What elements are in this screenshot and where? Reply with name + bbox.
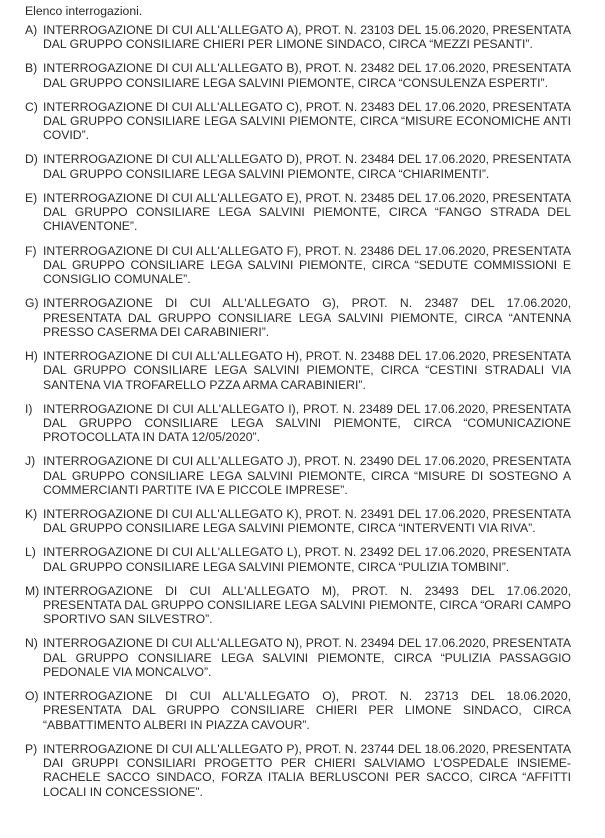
list-item xyxy=(0,296,605,339)
list-item xyxy=(0,191,605,234)
item-text: INTERROGAZIONE DI CUI ALL'ALLEGATO D), PROT. N. 23484 DEL 17.06.2020, PRESENTATA DAL GRUPPO CONSILIARE LEGA SALVINI PIEMONTE, CIRCA “CHIARIMENTI”. xyxy=(43,152,571,181)
list-item xyxy=(0,742,605,799)
list-item xyxy=(0,402,605,445)
item-marker: G) xyxy=(25,296,39,311)
list-item xyxy=(0,454,605,497)
item-text: INTERROGAZIONE DI CUI ALL'ALLEGATO J), PROT. N. 23490 DEL 17.06.2020, PRESENTATA DAL GRUPPO CONSILIARE LEGA SALVINI PIEMONTE, CIRCA “MISURE DI SOSTEGNO A COMMERCIANTI PARTITE IVA E PICCOLE IMPRESE”. xyxy=(43,454,571,497)
item-marker: I) xyxy=(25,401,33,416)
item-marker: K) xyxy=(25,506,38,521)
list-item xyxy=(0,100,605,143)
item-text: INTERROGAZIONE DI CUI ALL'ALLEGATO B), PROT. N. 23482 DEL 17.06.2020, PRESENTATA DAL GRUPPO CONSILIARE LEGA SALVINI PIEMONTE, CIRCA “CONSULENZA ESPERTI”. xyxy=(43,61,571,90)
item-marker: E) xyxy=(25,190,38,205)
item-text: INTERROGAZIONE DI CUI ALL'ALLEGATO H), PROT. N. 23488 DEL 17.06.2020, PRESENTATA DAL GRUPPO CONSILIARE LEGA SALVINI PIEMONTE, CIRCA “CESTINI STRADALI VIA SANTENA VIA TROFARELLO PZZA ARMA CARABINIERI”. xyxy=(43,348,571,392)
item-marker: D) xyxy=(25,152,38,167)
item-text: INTERROGAZIONE DI CUI ALL'ALLEGATO G), PROT. N. 23487 DEL 17.06.2020, PRESENTATA DAL GRUPPO CONSILIARE LEGA SALVINI PIEMONTE, CIRCA “ANTENNA PRESSO CASERMA DEI CARABINIERI”. xyxy=(43,296,571,339)
list-item xyxy=(0,636,605,679)
item-text: INTERROGAZIONE DI CUI ALL'ALLEGATO O), PROT. N. 23713 DEL 18.06.2020, PRESENTATA DAL GRUPPO CONSILIARE CHIERI PER LIMONE SINDACO, CIRCA “ABBATTIMENTO ALBERI IN PIAZZA CAVOUR”. xyxy=(43,689,571,732)
item-marker: P) xyxy=(25,741,38,756)
item-text: INTERROGAZIONE DI CUI ALL'ALLEGATO F), PROT. N. 23486 DEL 17.06.2020, PRESENTATA DAL GRUPPO CONSILIARE LEGA SALVINI PIEMONTE, CIRCA “SEDUTE COMMISSIONI E CONSIGLIO COMUNALE”. xyxy=(43,243,571,287)
item-marker: M) xyxy=(25,583,40,598)
item-marker: F) xyxy=(25,243,37,258)
list-item xyxy=(0,23,605,52)
item-marker: L) xyxy=(25,545,36,560)
list-item xyxy=(0,349,605,392)
item-marker: N) xyxy=(25,636,38,651)
item-marker: J) xyxy=(25,454,36,469)
item-text: INTERROGAZIONE DI CUI ALL'ALLEGATO N), PROT. N. 23494 DEL 17.06.2020, PRESENTATA DAL GRUPPO CONSILIARE LEGA SALVINI PIEMONTE, CIRCA “PULIZIA PASSAGGIO PEDONALE VIA MONCALVO”. xyxy=(43,636,571,680)
item-text: INTERROGAZIONE DI CUI ALL'ALLEGATO A), PROT. N. 23103 DEL 15.06.2020, PRESENTATA DAL GRUPPO CONSILIARE CHIERI PER LIMONE SINDACO, CIRCA “MEZZI PESANTI”. xyxy=(43,23,571,52)
item-text: INTERROGAZIONE DI CUI ALL'ALLEGATO C), PROT. N. 23483 DEL 17.06.2020, PRESENTATA DAL GRUPPO CONSILIARE LEGA SALVINI PIEMONTE, CIRCA “MISURE ECONOMICHE ANTI COVID”. xyxy=(43,99,571,143)
item-text: INTERROGAZIONE DI CUI ALL'ALLEGATO I), PROT. N. 23489 DEL 17.06.2020, PRESENTATA DAL GRUPPO CONSILIARE LEGA SALVINI PIEMONTE, CIRCA “COMUNICAZIONE PROTOCOLLATA IN DATA 12/05/2020”. xyxy=(43,401,571,445)
list-item xyxy=(0,584,605,627)
item-text: INTERROGAZIONE DI CUI ALL'ALLEGATO L), PROT. N. 23492 DEL 17.06.2020, PRESENTATA DAL GRUPPO CONSILIARE LEGA SALVINI PIEMONTE, CIRCA “PULIZIA TOMBINI”. xyxy=(43,545,571,574)
list-item xyxy=(0,244,605,287)
list-item xyxy=(0,689,605,732)
list-item xyxy=(0,507,605,536)
list-item xyxy=(0,61,605,90)
intro-text: Elenco interrogazioni. xyxy=(25,4,143,18)
list-item xyxy=(0,545,605,574)
item-marker: B) xyxy=(25,61,38,76)
item-marker: O) xyxy=(25,689,39,704)
item-text: INTERROGAZIONE DI CUI ALL'ALLEGATO K), PROT. N. 23491 DEL 17.06.2020, PRESENTATA DAL GRUPPO CONSILIARE LEGA SALVINI PIEMONTE, CIRCA “INTERVENTI VIA RIVA”. xyxy=(43,506,571,536)
item-text: INTERROGAZIONE DI CUI ALL'ALLEGATO E), PROT. N. 23485 DEL 17.06.2020, PRESENTATA DAL GRUPPO CONSILIARE LEGA SALVINI PIEMONTE, CIRCA “FANGO STRADA DEL CHIAVENTONE”. xyxy=(43,190,571,234)
list-item xyxy=(0,152,605,181)
item-text: INTERROGAZIONE DI CUI ALL'ALLEGATO M), PROT. N. 23493 DEL 17.06.2020, PRESENTATA DAL GRUPPO CONSILIARE LEGA SALVINI PIEMONTE, CIRCA “ORARI CAMPO SPORTIVO SAN SILVESTRO”. xyxy=(43,583,571,627)
item-marker: H) xyxy=(25,348,38,363)
interrogation-list xyxy=(0,23,605,799)
item-marker: A) xyxy=(25,23,38,37)
item-marker: C) xyxy=(25,99,38,114)
item-text: INTERROGAZIONE DI CUI ALL'ALLEGATO P), PROT. N. 23744 DEL 18.06.2020, PRESENTATA DAI GRUPPI CONSILIARI PROGETTO PER CHIERI SALVIAMO L'OSPEDALE INSIEME-RACHELE SACCO SINDACO, FORZA ITALIA BERLUSCONI PER SACCO, CIRCA “AFFITTI LOCALI IN CONCESSIONE”. xyxy=(43,741,571,799)
